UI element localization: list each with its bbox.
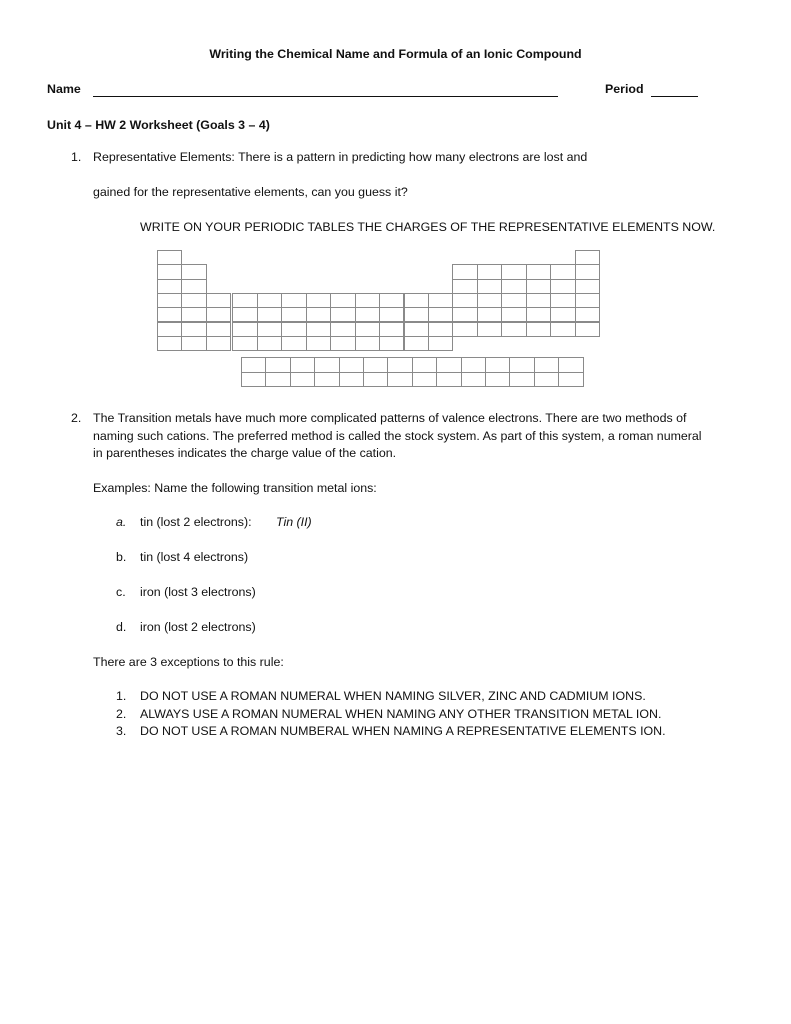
periodic-table-cell (157, 336, 182, 351)
q1-text-line1: Representative Elements: There is a pattern in predicting how many electrons are lost and (93, 150, 588, 164)
periodic-table-cell (501, 322, 526, 337)
f-block-cell (461, 372, 486, 388)
q2-text-line1: The Transition metals have much more complicated patterns of valence electrons. There are two methods of (93, 411, 687, 425)
periodic-table-cell (181, 336, 206, 351)
periodic-table-cell (404, 336, 429, 351)
periodic-table-cell (306, 322, 331, 337)
periodic-table-cell (501, 293, 526, 308)
periodic-table-cell (157, 307, 182, 322)
q1-instruction: WRITE ON YOUR PERIODIC TABLES THE CHARGES OF THE REPRESENTATIVE ELEMENTS NOW. (140, 220, 716, 234)
periodic-table-cell (428, 322, 453, 337)
worksheet-title: Writing the Chemical Name and Formula of an Ionic Compound (209, 47, 582, 61)
period-label: Period (605, 82, 644, 96)
periodic-table-cell (404, 322, 429, 337)
periodic-table-cell (550, 264, 575, 279)
f-block-cell (265, 357, 290, 373)
periodic-table-cell (355, 322, 380, 337)
periodic-table-cell (281, 336, 306, 351)
periodic-table-cell (330, 322, 355, 337)
f-block-cell (387, 357, 412, 373)
exception-3-number: 3. (116, 724, 127, 738)
q1-text-line2: gained for the representative elements, can you guess it? (93, 185, 408, 199)
periodic-table-cell (281, 322, 306, 337)
periodic-table-cell (477, 322, 502, 337)
periodic-table-cell (501, 279, 526, 294)
f-block-cell (387, 372, 412, 388)
unit-heading: Unit 4 – HW 2 Worksheet (Goals 3 – 4) (47, 118, 270, 132)
periodic-table-cell (257, 293, 282, 308)
period-input-line[interactable] (651, 96, 698, 97)
periodic-table-cell (526, 322, 551, 337)
example-a-answer: Tin (II) (276, 515, 312, 529)
periodic-table-cell (181, 264, 206, 279)
q1-number: 1. (71, 150, 82, 164)
periodic-table-cell (257, 307, 282, 322)
periodic-table-cell (452, 307, 477, 322)
periodic-table-cell (501, 307, 526, 322)
periodic-table-cell (232, 293, 257, 308)
periodic-table-cell (404, 307, 429, 322)
periodic-table-cell (526, 293, 551, 308)
periodic-table-cell (181, 322, 206, 337)
f-block-cell (485, 372, 510, 388)
periodic-table-cell (306, 307, 331, 322)
exception-1-text: DO NOT USE A ROMAN NUMERAL WHEN NAMING SILVER, ZINC AND CADMIUM IONS. (140, 689, 646, 703)
periodic-table-cell (526, 279, 551, 294)
periodic-table-cell (452, 264, 477, 279)
periodic-table-cell (477, 293, 502, 308)
example-c-text: iron (lost 3 electrons) (140, 585, 256, 599)
example-a-text: tin (lost 2 electrons): (140, 515, 252, 529)
f-block-cell (314, 357, 339, 373)
f-block-cell (558, 372, 583, 388)
f-block-cell (363, 357, 388, 373)
periodic-table-cell (428, 336, 453, 351)
periodic-table-cell (452, 279, 477, 294)
f-block-cell (241, 372, 266, 388)
periodic-table-cell (575, 322, 600, 337)
periodic-table-cell (232, 307, 257, 322)
exception-1-number: 1. (116, 689, 127, 703)
q2-number: 2. (71, 411, 82, 425)
f-block-cell (534, 372, 559, 388)
periodic-table-cell (575, 307, 600, 322)
f-block-cell (265, 372, 290, 388)
periodic-table-cell (379, 293, 404, 308)
periodic-table-cell (157, 293, 182, 308)
periodic-table-cell (206, 322, 231, 337)
periodic-table-cell (575, 250, 600, 265)
periodic-table-cell (232, 336, 257, 351)
f-block-cell (461, 357, 486, 373)
periodic-table-cell (157, 264, 182, 279)
f-block-cell (314, 372, 339, 388)
periodic-table-cell (526, 307, 551, 322)
f-block-cell (363, 372, 388, 388)
exception-2-text: ALWAYS USE A ROMAN NUMERAL WHEN NAMING ANY OTHER TRANSITION METAL ION. (140, 707, 662, 721)
f-block-cell (339, 372, 364, 388)
periodic-table-cell (452, 293, 477, 308)
example-d-text: iron (lost 2 electrons) (140, 620, 256, 634)
examples-intro: Examples: Name the following transition metal ions: (93, 481, 377, 495)
periodic-table-cell (257, 336, 282, 351)
periodic-table-cell (379, 336, 404, 351)
periodic-table-cell (157, 279, 182, 294)
f-block-cell (412, 357, 437, 373)
f-block-cell (436, 357, 461, 373)
periodic-table-cell (355, 293, 380, 308)
periodic-table-cell (181, 307, 206, 322)
periodic-table-cell (428, 307, 453, 322)
periodic-table-cell (181, 293, 206, 308)
periodic-table-cell (257, 322, 282, 337)
example-c-letter: c. (116, 585, 126, 599)
periodic-table-cell (379, 322, 404, 337)
periodic-table-cell (550, 307, 575, 322)
periodic-table-cell (501, 264, 526, 279)
periodic-table-cell (157, 322, 182, 337)
f-block-cell (534, 357, 559, 373)
periodic-table-cell (379, 307, 404, 322)
q2-text-line2: naming such cations. The preferred method is called the stock system. As part of this system, a roman numeral (93, 429, 702, 443)
periodic-table-cell (330, 293, 355, 308)
periodic-table-cell (181, 279, 206, 294)
exception-2-number: 2. (116, 707, 127, 721)
periodic-table-cell (428, 293, 453, 308)
exception-3-text: DO NOT USE A ROMAN NUMBERAL WHEN NAMING A REPRESENTATIVE ELEMENTS ION. (140, 724, 666, 738)
f-block-cell (290, 357, 315, 373)
name-input-line[interactable] (93, 96, 558, 97)
f-block-cell (509, 357, 534, 373)
periodic-table-cell (306, 336, 331, 351)
example-b-letter: b. (116, 550, 127, 564)
example-a-letter: a. (116, 515, 127, 529)
periodic-table-cell (330, 307, 355, 322)
f-block-cell (485, 357, 510, 373)
periodic-table-cell (550, 279, 575, 294)
f-block-cell (339, 357, 364, 373)
periodic-table-cell (550, 322, 575, 337)
name-label: Name (47, 82, 81, 96)
periodic-table-cell (452, 322, 477, 337)
periodic-table-cell (550, 293, 575, 308)
periodic-table-cell (575, 264, 600, 279)
example-b-text: tin (lost 4 electrons) (140, 550, 249, 564)
f-block-cell (509, 372, 534, 388)
periodic-table-cell (355, 307, 380, 322)
periodic-table-cell (157, 250, 182, 265)
q2-text-line3: in parentheses indicates the charge value of the cation. (93, 446, 397, 460)
periodic-table-cell (575, 279, 600, 294)
periodic-table-cell (206, 293, 231, 308)
f-block-cell (241, 357, 266, 373)
periodic-table-cell (477, 307, 502, 322)
f-block-cell (290, 372, 315, 388)
f-block-cell (436, 372, 461, 388)
periodic-table-cell (526, 264, 551, 279)
f-block-cell (412, 372, 437, 388)
periodic-table-cell (355, 336, 380, 351)
periodic-table-cell (306, 293, 331, 308)
periodic-table-cell (477, 279, 502, 294)
periodic-table-cell (477, 264, 502, 279)
periodic-table-cell (206, 336, 231, 351)
periodic-table-cell (206, 307, 231, 322)
periodic-table-cell (404, 293, 429, 308)
periodic-table-cell (281, 307, 306, 322)
periodic-table-cell (330, 336, 355, 351)
periodic-table-cell (575, 293, 600, 308)
periodic-table-cell (281, 293, 306, 308)
exceptions-intro: There are 3 exceptions to this rule: (93, 655, 284, 669)
f-block-cell (558, 357, 583, 373)
example-d-letter: d. (116, 620, 127, 634)
periodic-table-cell (232, 322, 257, 337)
